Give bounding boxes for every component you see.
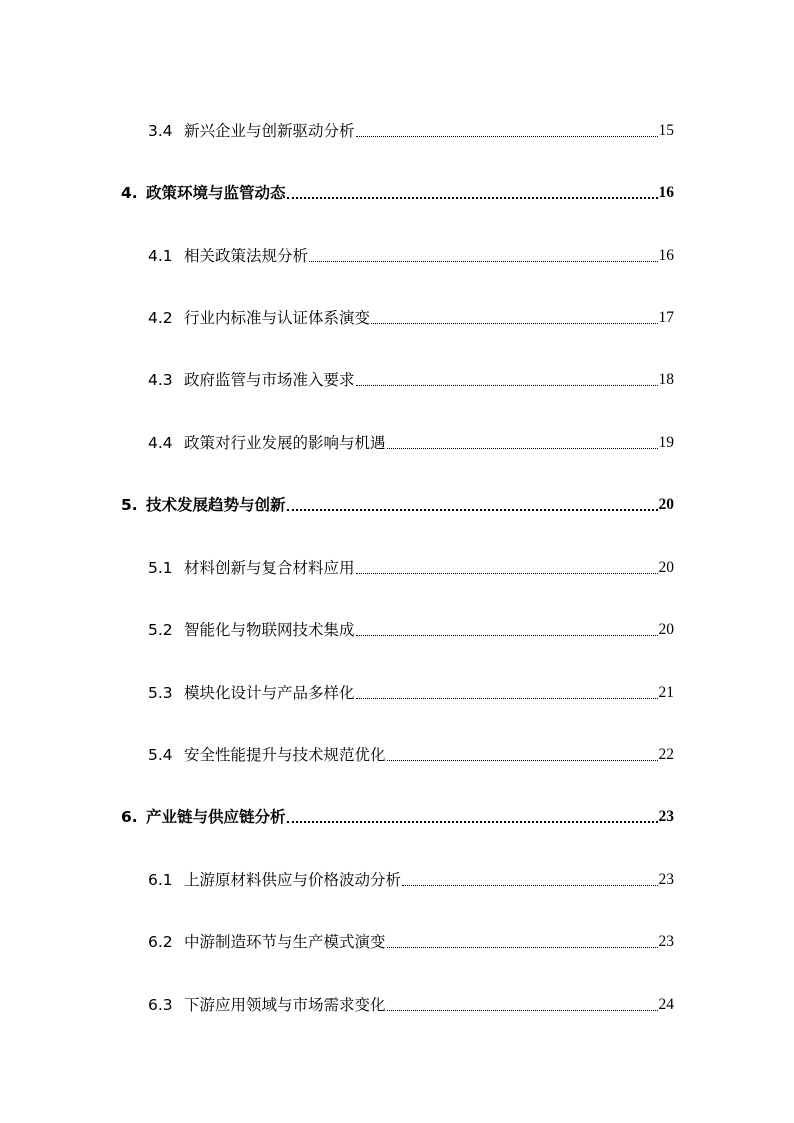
toc-entry-4-4[interactable] — [148, 427, 674, 453]
toc-entry-number: 4.3 — [148, 371, 173, 389]
dot-leader — [402, 885, 657, 886]
dot-leader — [387, 947, 658, 948]
toc-entry-5-3[interactable] — [148, 677, 674, 703]
toc-entry-number: 3.4 — [148, 122, 173, 140]
toc-entry-page-number: 22 — [658, 746, 674, 763]
toc-entry-3-4[interactable] — [148, 115, 674, 141]
toc-entry-title: 行业内标准与认证体系演变 — [184, 309, 371, 327]
toc-entry-5-2[interactable] — [148, 614, 674, 640]
toc-entry-number: 6.2 — [148, 933, 173, 951]
toc-entry-number: 5. — [121, 496, 138, 514]
toc-entry-title: 智能化与物联网技术集成 — [184, 621, 355, 639]
toc-entry-title: 下游应用领域与市场需求变化 — [184, 996, 386, 1014]
toc-entry-number: 4.1 — [148, 247, 173, 265]
toc-entry-6-3[interactable] — [148, 989, 674, 1015]
toc-entry-page-number: 15 — [658, 122, 674, 139]
toc-entry-number: 4.2 — [148, 309, 173, 327]
toc-entry-4-2[interactable] — [148, 302, 674, 328]
toc-entry-number: 4.4 — [148, 434, 173, 452]
toc-entry-4-3[interactable] — [148, 364, 674, 390]
toc-entry-number: 6. — [121, 808, 138, 826]
toc-entry-title: 材料创新与复合材料应用 — [184, 559, 355, 577]
toc-entry-page-number: 23 — [658, 808, 674, 825]
dot-leader — [387, 760, 658, 761]
toc-entry-page-number: 24 — [658, 996, 674, 1013]
toc-entry-page-number: 20 — [658, 496, 674, 513]
toc-entry-4[interactable] — [121, 177, 674, 203]
toc-entry-4-1[interactable] — [148, 240, 674, 266]
toc-entry-5-1[interactable] — [148, 552, 674, 578]
dot-leader — [356, 635, 658, 636]
dot-leader — [387, 448, 658, 449]
toc-entry-page-number: 23 — [658, 871, 674, 888]
toc-entry-number: 4. — [121, 184, 138, 202]
toc-entry-page-number: 20 — [658, 559, 674, 576]
toc-entry-6-2[interactable] — [148, 926, 674, 952]
dot-leader — [387, 1010, 658, 1011]
toc-entry-title: 上游原材料供应与价格波动分析 — [184, 871, 402, 889]
toc-entry-title: 政策环境与监管动态 — [146, 184, 286, 202]
toc-entry-title: 相关政策法规分析 — [184, 247, 309, 265]
toc-entry-page-number: 21 — [658, 684, 674, 701]
dot-leader — [356, 573, 658, 574]
toc-entry-number: 5.2 — [148, 621, 173, 639]
dot-leader — [356, 136, 658, 137]
toc-entry-page-number: 18 — [658, 371, 674, 388]
toc-entry-5-4[interactable] — [148, 739, 674, 765]
toc-entry-title: 新兴企业与创新驱动分析 — [184, 122, 355, 140]
toc-entry-number: 6.3 — [148, 996, 173, 1014]
dot-leader — [287, 821, 658, 823]
toc-entry-title: 政策对行业发展的影响与机遇 — [184, 434, 386, 452]
toc-entry-title: 模块化设计与产品多样化 — [184, 684, 355, 702]
toc-entry-title: 政府监管与市场准入要求 — [184, 371, 355, 389]
toc-entry-page-number: 17 — [658, 309, 674, 326]
toc-entry-title: 安全性能提升与技术规范优化 — [184, 746, 386, 764]
dot-leader — [356, 385, 658, 386]
dot-leader — [287, 197, 658, 199]
toc-entry-page-number: 16 — [658, 184, 674, 201]
toc-entry-title: 技术发展趋势与创新 — [146, 496, 286, 514]
toc-entry-title: 中游制造环节与生产模式演变 — [184, 933, 386, 951]
dot-leader — [309, 261, 657, 262]
toc-entry-number: 5.1 — [148, 559, 173, 577]
toc-entry-5[interactable] — [121, 489, 674, 515]
toc-entry-number: 6.1 — [148, 871, 173, 889]
toc-entry-title: 产业链与供应链分析 — [146, 808, 286, 826]
dot-leader — [287, 509, 658, 511]
toc-entry-6-1[interactable] — [148, 864, 674, 890]
toc-entry-number: 5.3 — [148, 684, 173, 702]
toc-entry-page-number: 20 — [658, 621, 674, 638]
toc-entry-page-number: 23 — [658, 933, 674, 950]
toc-entry-page-number: 19 — [658, 434, 674, 451]
toc-entry-6[interactable] — [121, 801, 674, 827]
dot-leader — [371, 323, 657, 324]
dot-leader — [356, 698, 658, 699]
toc-entry-page-number: 16 — [658, 247, 674, 264]
toc-entry-number: 5.4 — [148, 746, 173, 764]
